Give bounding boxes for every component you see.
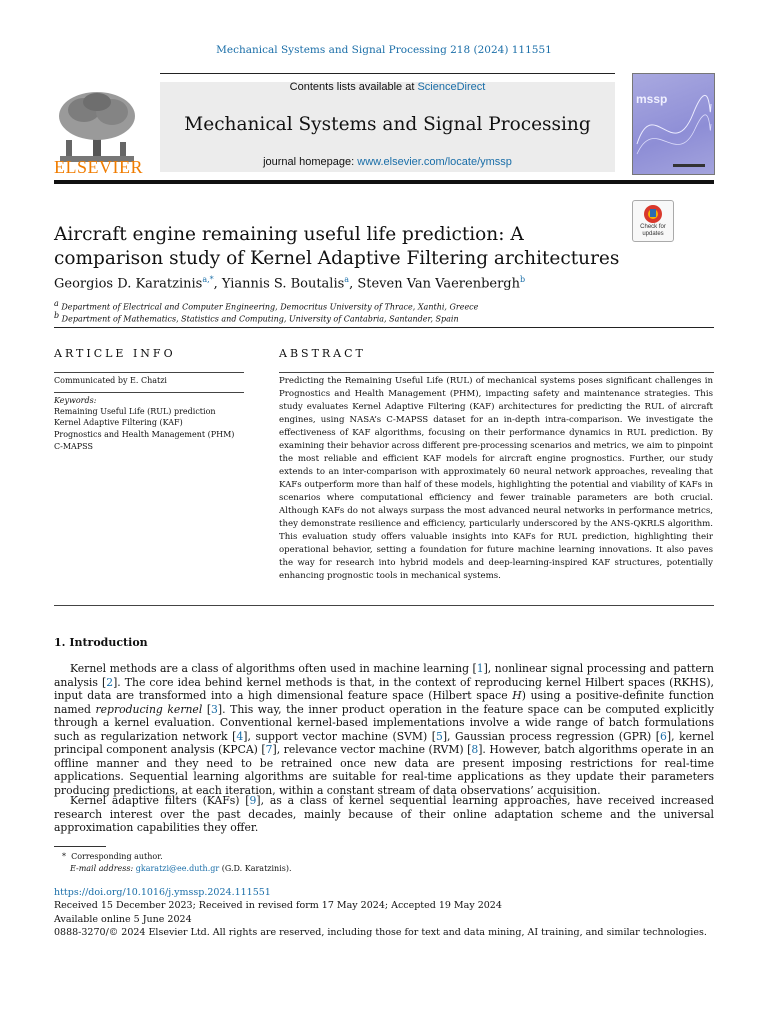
- section-rule: [54, 327, 714, 328]
- communicated-by: Communicated by E. Chatzi: [54, 376, 167, 385]
- paragraph-text: ]. However, batch algorithms operate in an offline manner and they need to be retrained once new data are present imposing restrictions for real-time applications. Sequential learning algorithms are suitable for real-time applications as they update their parameters producing predictions, at each iteration, within a constant stream of data observations’ acquisition.: [54, 743, 715, 797]
- italic-term: reproducing kernel: [95, 702, 203, 716]
- available-online-date: Available online 5 June 2024: [54, 914, 192, 925]
- contents-prefix: Contents lists available at: [289, 81, 418, 93]
- introduction-paragraph-1: [54, 662, 714, 797]
- paragraph-text: ], kernel principal component analysis (KPCA) [: [54, 729, 714, 756]
- check-updates-icon: [633, 201, 673, 225]
- footnote-rule: [54, 846, 106, 847]
- reference-link[interactable]: 5: [435, 729, 443, 743]
- journal-homepage-link[interactable]: www.elsevier.com/locate/ymssp: [357, 156, 512, 168]
- affiliation-key: a: [54, 299, 59, 308]
- abstract-heading: ABSTRACT: [279, 347, 366, 360]
- reference-link[interactable]: 2: [106, 675, 114, 689]
- abstract-rule: [279, 372, 714, 373]
- paragraph-content: [54, 662, 714, 797]
- author-name: Steven Van Vaerenbergh: [357, 276, 521, 292]
- cover-wave-graphic: [633, 74, 714, 174]
- reference-link[interactable]: 4: [236, 729, 244, 743]
- paragraph-text: Kernel methods are a class of algorithms often used in machine learning [: [70, 662, 477, 675]
- abstract-text: Predicting the Remaining Useful Life (RUL) of mechanical systems poses significant challenges in Prognostics and Health Management (PHM), impacting safety and maintenance strategies. This study evaluates Kernel Adaptive Filtering (KAF) architectures for predicting the RUL of aircraft engines, using NASA’s C-MAPSS dataset for an in-depth intra-comparison. We investigate the effectiveness of KAF algorithms, focusing on their performance dynamics in RUL prediction. By examining their behavior across different pre-processing scenarios and metrics, we aim to pinpoint the most reliable and efficient KAF models for aircraft engine prognostics. Further, our study extends to an inter-comparison with approximately 60 neural network approaches, revealing that KAFs outperform more than half of these models, highlighting the potential and viability of KAFs in scenarios where computational efficiency and fewer trainable parameters are both crucial. Although KAFs do not always surpass the most advanced neural networks in performance metrics, they demonstrate resilience and efficiency, particularly underscored by the ANS-QKRLS algorithm. This evaluation study offers valuable insights into KAFs for RUL prediction, highlighting their operational behavior, setting a foundation for future machine learning innovations. It also paves the way for research into hybrid models and deep-learning-inspired KAF structures, potentially enhancing prognostic tools in mechanical systems.: [279, 376, 714, 581]
- affiliation-text: Department of Mathematics, Statistics and Computing, University of Cantabria, Santander, Spain: [61, 314, 459, 324]
- paragraph-text: ], relevance vector machine (RVM) [: [272, 743, 472, 756]
- article-title: Aircraft engine remaining useful life prediction: A comparison study of Kernel Adaptive Filtering architectures: [54, 224, 620, 269]
- reference-link[interactable]: 8: [471, 743, 479, 756]
- author-name: Yiannis S. Boutalis: [221, 276, 345, 292]
- paragraph-text: ) using a positive-definite function named: [54, 689, 714, 716]
- check-updates-label: Check for updates: [640, 224, 666, 237]
- article-info-rule: [54, 392, 244, 393]
- email-suffix: (G.D. Karatzinis).: [219, 864, 292, 873]
- reference-link[interactable]: 3: [211, 702, 218, 716]
- doi-link[interactable]: https://doi.org/10.1016/j.ymssp.2024.111551: [54, 887, 271, 898]
- keyword-item: C-MAPSS: [54, 442, 93, 451]
- author-list: Georgios D. Karatzinis$^{a,*}$, Yiannis S. Boutalis$^a$, Steven Van Vaerenbergh$^b$: [54, 275, 526, 292]
- keyword-item: Prognostics and Health Management (PHM): [54, 430, 235, 439]
- author-affiliation-marker[interactable]: a,*: [202, 275, 214, 284]
- author-affiliation-marker[interactable]: a: [344, 275, 350, 284]
- keyword-item: Remaining Useful Life (RUL) prediction: [54, 407, 216, 416]
- author-name: Georgios D. Karatzinis: [54, 276, 203, 292]
- journal-title: Mechanical Systems and Signal Processing: [184, 114, 591, 135]
- copyright-notice: 0888-3270/© 2024 Elsevier Ltd. All rights are reserved, including those for text and data mining, AI training, and similar technologies.: [54, 927, 707, 938]
- email-label: E-mail address:: [70, 864, 134, 873]
- journal-citation-link[interactable]: Mechanical Systems and Signal Processing 218 (2024) 111551: [216, 44, 552, 56]
- paragraph-text: ], nonlinear signal processing and pattern analysis [: [54, 662, 714, 689]
- author-affiliation-marker[interactable]: b: [520, 275, 526, 284]
- footnote: [62, 851, 292, 875]
- footnote-marker: *: [62, 852, 66, 861]
- article-info-rule: [54, 372, 244, 373]
- affiliation-key: b: [54, 311, 60, 320]
- affiliation-b: [54, 311, 459, 324]
- paragraph-text: ]. This way, the inner product operation in the feature space can be computed explicitly through a kernel evaluation. Conventional kernel-based implementations involve a wide range of batch formulations such as regularization network [: [54, 702, 714, 743]
- reference-link[interactable]: 1: [476, 662, 484, 675]
- header-rule: [160, 73, 615, 74]
- italic-term: H: [512, 689, 522, 702]
- section-rule: [54, 605, 714, 606]
- paragraph-text: Kernel adaptive filters (KAFs) [: [70, 794, 250, 807]
- homepage-line: [160, 156, 615, 168]
- corresponding-author-note: Corresponding author.: [71, 852, 163, 861]
- introduction-paragraph-2: [54, 794, 714, 835]
- author-email-link[interactable]: gkaratzi@ee.duth.gr: [135, 864, 220, 873]
- cover-title: mssp: [636, 92, 668, 106]
- reference-link[interactable]: 6: [660, 729, 667, 743]
- paragraph-text: [: [202, 702, 212, 716]
- paragraph-text: ]. The core idea behind kernel methods is that, in the context of reproducing kernel Hilbert spaces (RKHS), input data are transformed into a high dimensional feature space (Hilbert space: [54, 675, 714, 702]
- paragraph-content: [54, 794, 714, 834]
- journal-cover-image[interactable]: [632, 73, 715, 175]
- paragraph-text: ], as a class of kernel sequential learning approaches, have received increased research interest over the past decades, mainly because of their online adaptation scheme and the universal approximation capabilities they offer.: [54, 794, 714, 834]
- affiliation-a: [54, 299, 478, 312]
- article-info-heading: ARTICLE INFO: [54, 347, 176, 360]
- introduction-heading: 1. Introduction: [54, 636, 148, 649]
- paragraph-text: ], Gaussian process regression (GPR) [: [442, 729, 660, 743]
- received-dates: Received 15 December 2023; Received in revised form 17 May 2024; Accepted 19 May 2024: [54, 900, 502, 911]
- sciencedirect-link[interactable]: ScienceDirect: [417, 81, 486, 93]
- reference-link[interactable]: 9: [249, 794, 257, 807]
- reference-link[interactable]: 7: [265, 743, 273, 756]
- keywords-label: Keywords:: [54, 396, 97, 405]
- contents-line: [160, 81, 615, 93]
- paragraph-text: ], support vector machine (SVM) [: [243, 729, 436, 743]
- homepage-prefix: journal homepage:: [263, 156, 358, 168]
- header-thick-rule: [54, 180, 714, 184]
- keyword-item: Kernel Adaptive Filtering (KAF): [54, 418, 183, 427]
- affiliation-text: Department of Electrical and Computer Engineering, Democritus University of Thrace, Xanthi, Greece: [61, 302, 479, 312]
- elsevier-wordmark: ELSEVIER: [54, 157, 143, 177]
